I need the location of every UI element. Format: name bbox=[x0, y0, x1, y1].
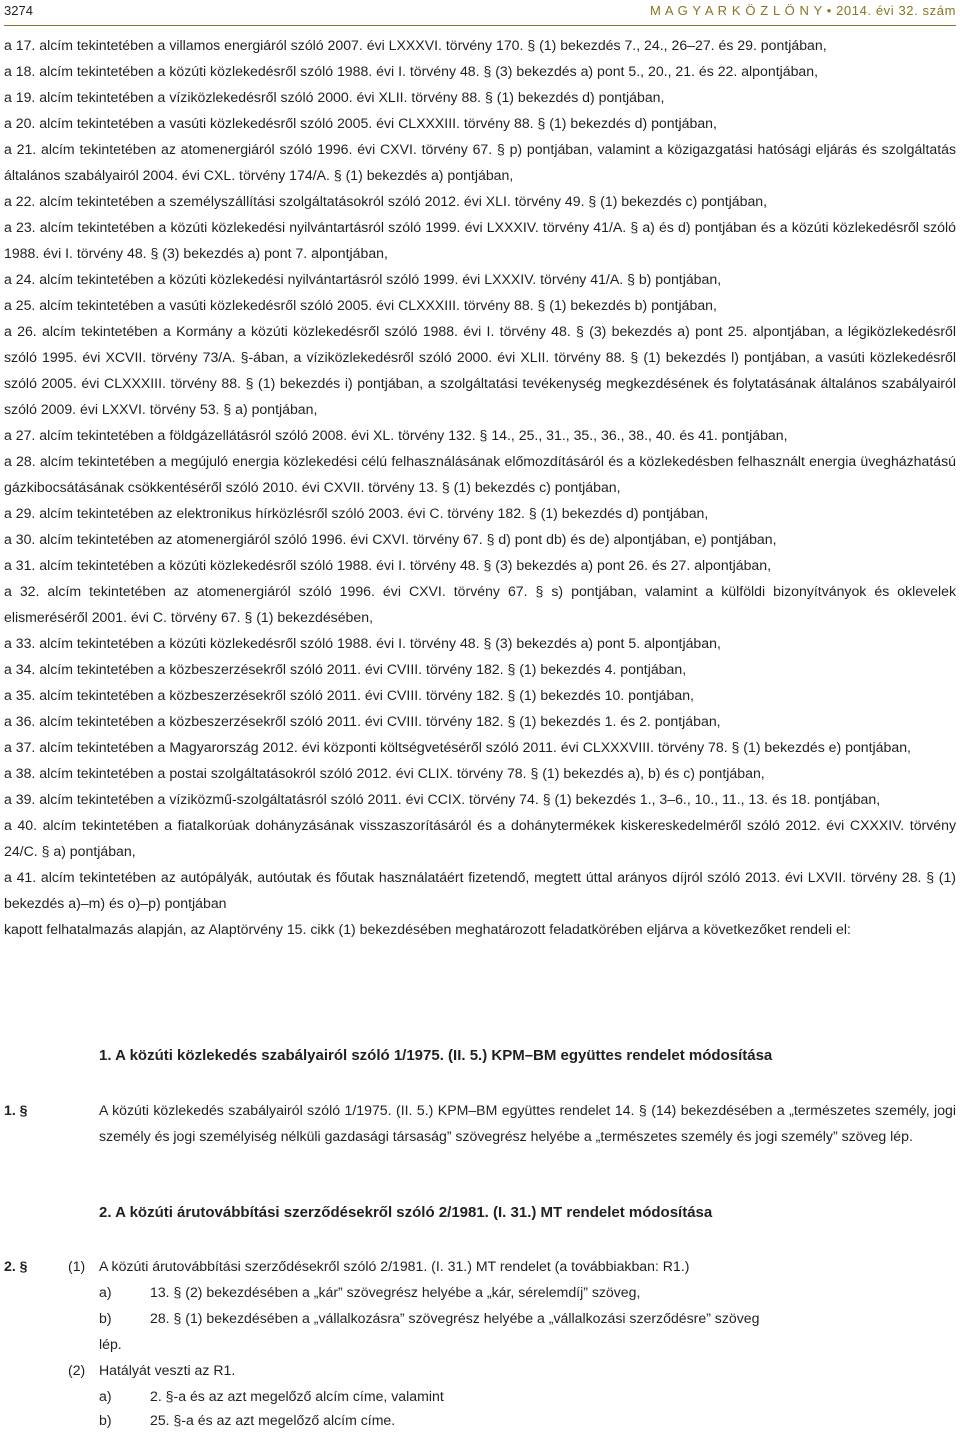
intro-paragraph: a 39. alcím tekintetében a víziközmű-szolgáltatásról szóló 2011. évi CCIX. törvény 74. § (1) bekezdés 1., 3–6., 10., 11., 13. és 18. pontjában, bbox=[4, 791, 881, 807]
subsection-number: (1) bbox=[68, 1258, 86, 1274]
document-body bbox=[4, 32, 956, 942]
section-title-2: 2. A közúti árutovábbítási szerződésekről szóló 2/1981. (I. 31.) MT rendelet módosítása bbox=[99, 1204, 713, 1221]
point-b bbox=[4, 1305, 956, 1331]
section-title-1: 1. A közúti közlekedés szabályairól szóló 1/1975. (II. 5.) KPM–BM együttes rendelet módosítása bbox=[99, 1047, 773, 1064]
intro-paragraph: a 26. alcím tekintetében a Kormány a közúti közlekedésről szóló 1988. évi I. törvény 48. § (3) bekezdés a) pont 25. alpontjában, a légiközlekedésről szóló 1995. évi XCVII. törvény 73/A. §-ában, a víziközlekedésről szóló 2000. évi XLII. törvény 88. § (1) bekezdés l) pontjában, a vasúti közlekedésről szóló 2005. évi CLXXXIII. törvény 88. § (1) bekezdés i) pontjában, a szolgáltatási tevékenység megkezdésének és folytatásának általános szabályairól szóló 2009. évi LXXVI. törvény 53. § a) pontjában, bbox=[4, 323, 956, 417]
intro-paragraph: a 37. alcím tekintetében a Magyarország 2012. évi központi költségvetéséről szóló 2011. évi CLXXXVIII. törvény 78. § (1) bekezdés e) pontjában, bbox=[4, 739, 911, 755]
intro-paragraph: kapott felhatalmazás alapján, az Alaptörvény 15. cikk (1) bekezdésében meghatározott feladatkörében eljárva a következőket rendeli el: bbox=[4, 921, 851, 937]
intro-paragraph: a 33. alcím tekintetében a közúti közlekedésről szóló 1988. évi I. törvény 48. § (3) bekezdés a) pont 5. alpontjában, bbox=[4, 635, 721, 651]
point-text: 13. § (2) bekezdésében a „kár” szövegrész helyébe a „kár, sérelemdíj” szöveg, bbox=[150, 1284, 641, 1300]
intro-paragraph: a 38. alcím tekintetében a postai szolgáltatásokról szóló 2012. évi CLIX. törvény 78. § (1) bekezdés a), b) és c) pontjában, bbox=[4, 765, 765, 781]
intro-paragraph: a 17. alcím tekintetében a villamos energiáról szóló 2007. évi LXXXVI. törvény 170. § (1) bekezdés 7., 24., 26–27. és 29. pontjában, bbox=[4, 37, 827, 53]
page-number: 3274 bbox=[4, 3, 33, 18]
point-label: a) bbox=[99, 1284, 112, 1300]
continuation-text: lép. bbox=[99, 1336, 122, 1352]
intro-paragraph: a 20. alcím tekintetében a vasúti közlekedésről szóló 2005. évi CLXXXIII. törvény 88. § (1) bekezdés d) pontjában, bbox=[4, 115, 717, 131]
page-header bbox=[4, 0, 956, 22]
running-head: M A G Y A R K Ö Z L Ö N Y • 2014. évi 32. szám bbox=[649, 3, 956, 18]
intro-paragraph: a 34. alcím tekintetében a közbeszerzésekről szóló 2011. évi CVIII. törvény 182. § (1) bekezdés 4. pontjában, bbox=[4, 661, 687, 677]
subsection-text: Hatályát veszti az R1. bbox=[99, 1362, 236, 1378]
subsection-number: (2) bbox=[68, 1362, 86, 1378]
intro-paragraph: a 25. alcím tekintetében a vasúti közlekedésről szóló 2005. évi CLXXXIII. törvény 88. § (1) bekezdés b) pontjában, bbox=[4, 297, 717, 313]
intro-paragraph: a 35. alcím tekintetében a közbeszerzésekről szóló 2011. évi CVIII. törvény 182. § (1) bekezdés 10. pontjában, bbox=[4, 687, 694, 703]
intro-list bbox=[4, 32, 956, 942]
point-label: a) bbox=[99, 1388, 112, 1404]
intro-paragraph: a 24. alcím tekintetében a közúti közlekedési nyilvántartásról szóló 1999. évi LXXXIV. törvény 41/A. § b) pontjában, bbox=[4, 271, 722, 287]
paragraph-2-sub-2 bbox=[4, 1357, 956, 1383]
subsection-text: A közúti árutovábbítási szerződésekről szóló 2/1981. (I. 31.) MT rendelet (a továbbiakban: R1.) bbox=[99, 1258, 690, 1274]
point-text: 28. § (1) bekezdésében a „vállalkozásra” szövegrész helyébe a „vállalkozási szerződésre” szöveg bbox=[150, 1310, 760, 1326]
intro-paragraph: a 31. alcím tekintetében a közúti közlekedésről szóló 1988. évi I. törvény 48. § (3) bekezdés a) pont 26. és 27. alpontjában, bbox=[4, 557, 772, 573]
section-number-1: 1. § bbox=[4, 1102, 28, 1118]
header-rule bbox=[4, 25, 956, 26]
point-continuation bbox=[4, 1331, 956, 1357]
intro-paragraph: a 21. alcím tekintetében az atomenergiáról szóló 1996. évi CXVI. törvény 67. § p) pontjában, valamint a közigazgatási hatósági eljárás és szolgáltatás általános szabályairól 2004. évi CXL. törvény 174/A. § (1) bekezdés a) pontjában, bbox=[4, 141, 956, 183]
section-number-2: 2. § bbox=[4, 1258, 28, 1274]
paragraph-1 bbox=[4, 1097, 956, 1177]
section-text-1: A közúti közlekedés szabályairól szóló 1/1975. (II. 5.) KPM–BM együttes rendelet 14. § (14) bekezdésében a „természetes személy, jogi személy és jogi személyiség nélküli gazdasági társaság” szövegrész helyébe a „természetes személy és jogi személy” szöveg lép. bbox=[99, 1102, 956, 1144]
intro-paragraph: a 18. alcím tekintetében a közúti közlekedésről szóló 1988. évi I. törvény 48. § (3) bekezdés a) pont 5., 20., 21. és 22. alpontjában, bbox=[4, 63, 819, 79]
intro-paragraph: a 28. alcím tekintetében a megújuló energia közlekedési célú felhasználásának előmozdításáról és a közlekedésben felhasznált energia üvegházhatású gázkibocsátásának csökkentéséről szóló 2010. évi CXVII. törvény 13. § (1) bekezdés c) pontjában, bbox=[4, 453, 956, 495]
intro-paragraph: a 36. alcím tekintetében a közbeszerzésekről szóló 2011. évi CVIII. törvény 182. § (1) bekezdés 1. és 2. pontjában, bbox=[4, 713, 721, 729]
intro-paragraph: a 41. alcím tekintetében az autópályák, autóutak és főutak használatáért fizetendő, megtett úttal arányos díjról szóló 2013. évi LXVII. törvény 28. § (1) bekezdés a)–m) és o)–p) pontjában bbox=[4, 869, 956, 911]
intro-paragraph: a 23. alcím tekintetében a közúti közlekedési nyilvántartásról szóló 1999. évi LXXXIV. törvény 41/A. § a) és d) pontjában és a közúti közlekedésről szóló 1988. évi I. törvény 48. § (3) bekezdés a) pont 7. alpontjában, bbox=[4, 219, 956, 261]
intro-paragraph: a 29. alcím tekintetében az elektronikus hírközlésről szóló 2003. évi C. törvény 182. § (1) bekezdés d) pontjában, bbox=[4, 505, 709, 521]
intro-paragraph: a 19. alcím tekintetében a víziközlekedésről szóló 2000. évi XLII. törvény 88. § (1) bekezdés d) pontjában, bbox=[4, 89, 665, 105]
point-2b bbox=[4, 1407, 956, 1432]
point-2a bbox=[4, 1383, 956, 1409]
point-a bbox=[4, 1279, 956, 1305]
paragraph-2-sub-1 bbox=[4, 1253, 956, 1279]
point-label: b) bbox=[99, 1412, 112, 1428]
intro-paragraph: a 32. alcím tekintetében az atomenergiáról szóló 1996. évi CXVI. törvény 67. § s) pontjában, valamint a külföldi bizonyítványok és oklevelek elismeréséről 2001. évi C. törvény 67. § (1) bekezdésében, bbox=[4, 583, 956, 625]
intro-paragraph: a 30. alcím tekintetében az atomenergiáról szóló 1996. évi CXVI. törvény 67. § d) pont db) és de) alpontjában, e) pontjában, bbox=[4, 531, 777, 547]
point-label: b) bbox=[99, 1310, 112, 1326]
intro-paragraph: a 27. alcím tekintetében a földgázellátásról szóló 2008. évi XL. törvény 132. § 14., 25., 31., 35., 36., 38., 40. és 41. pontjában, bbox=[4, 427, 788, 443]
point-text: 25. §-a és az azt megelőző alcím címe. bbox=[150, 1412, 396, 1428]
point-text: 2. §-a és az azt megelőző alcím címe, valamint bbox=[150, 1388, 444, 1404]
intro-paragraph: a 22. alcím tekintetében a személyszállítási szolgáltatásokról szóló 2012. évi XLI. törvény 49. § (1) bekezdés c) pontjában, bbox=[4, 193, 768, 209]
intro-paragraph: a 40. alcím tekintetében a fiatalkorúak dohányzásának visszaszorításáról és a dohánytermékek kiskereskedelméről szóló 2012. évi CXXXIV. törvény 24/C. § a) pontjában, bbox=[4, 817, 956, 859]
